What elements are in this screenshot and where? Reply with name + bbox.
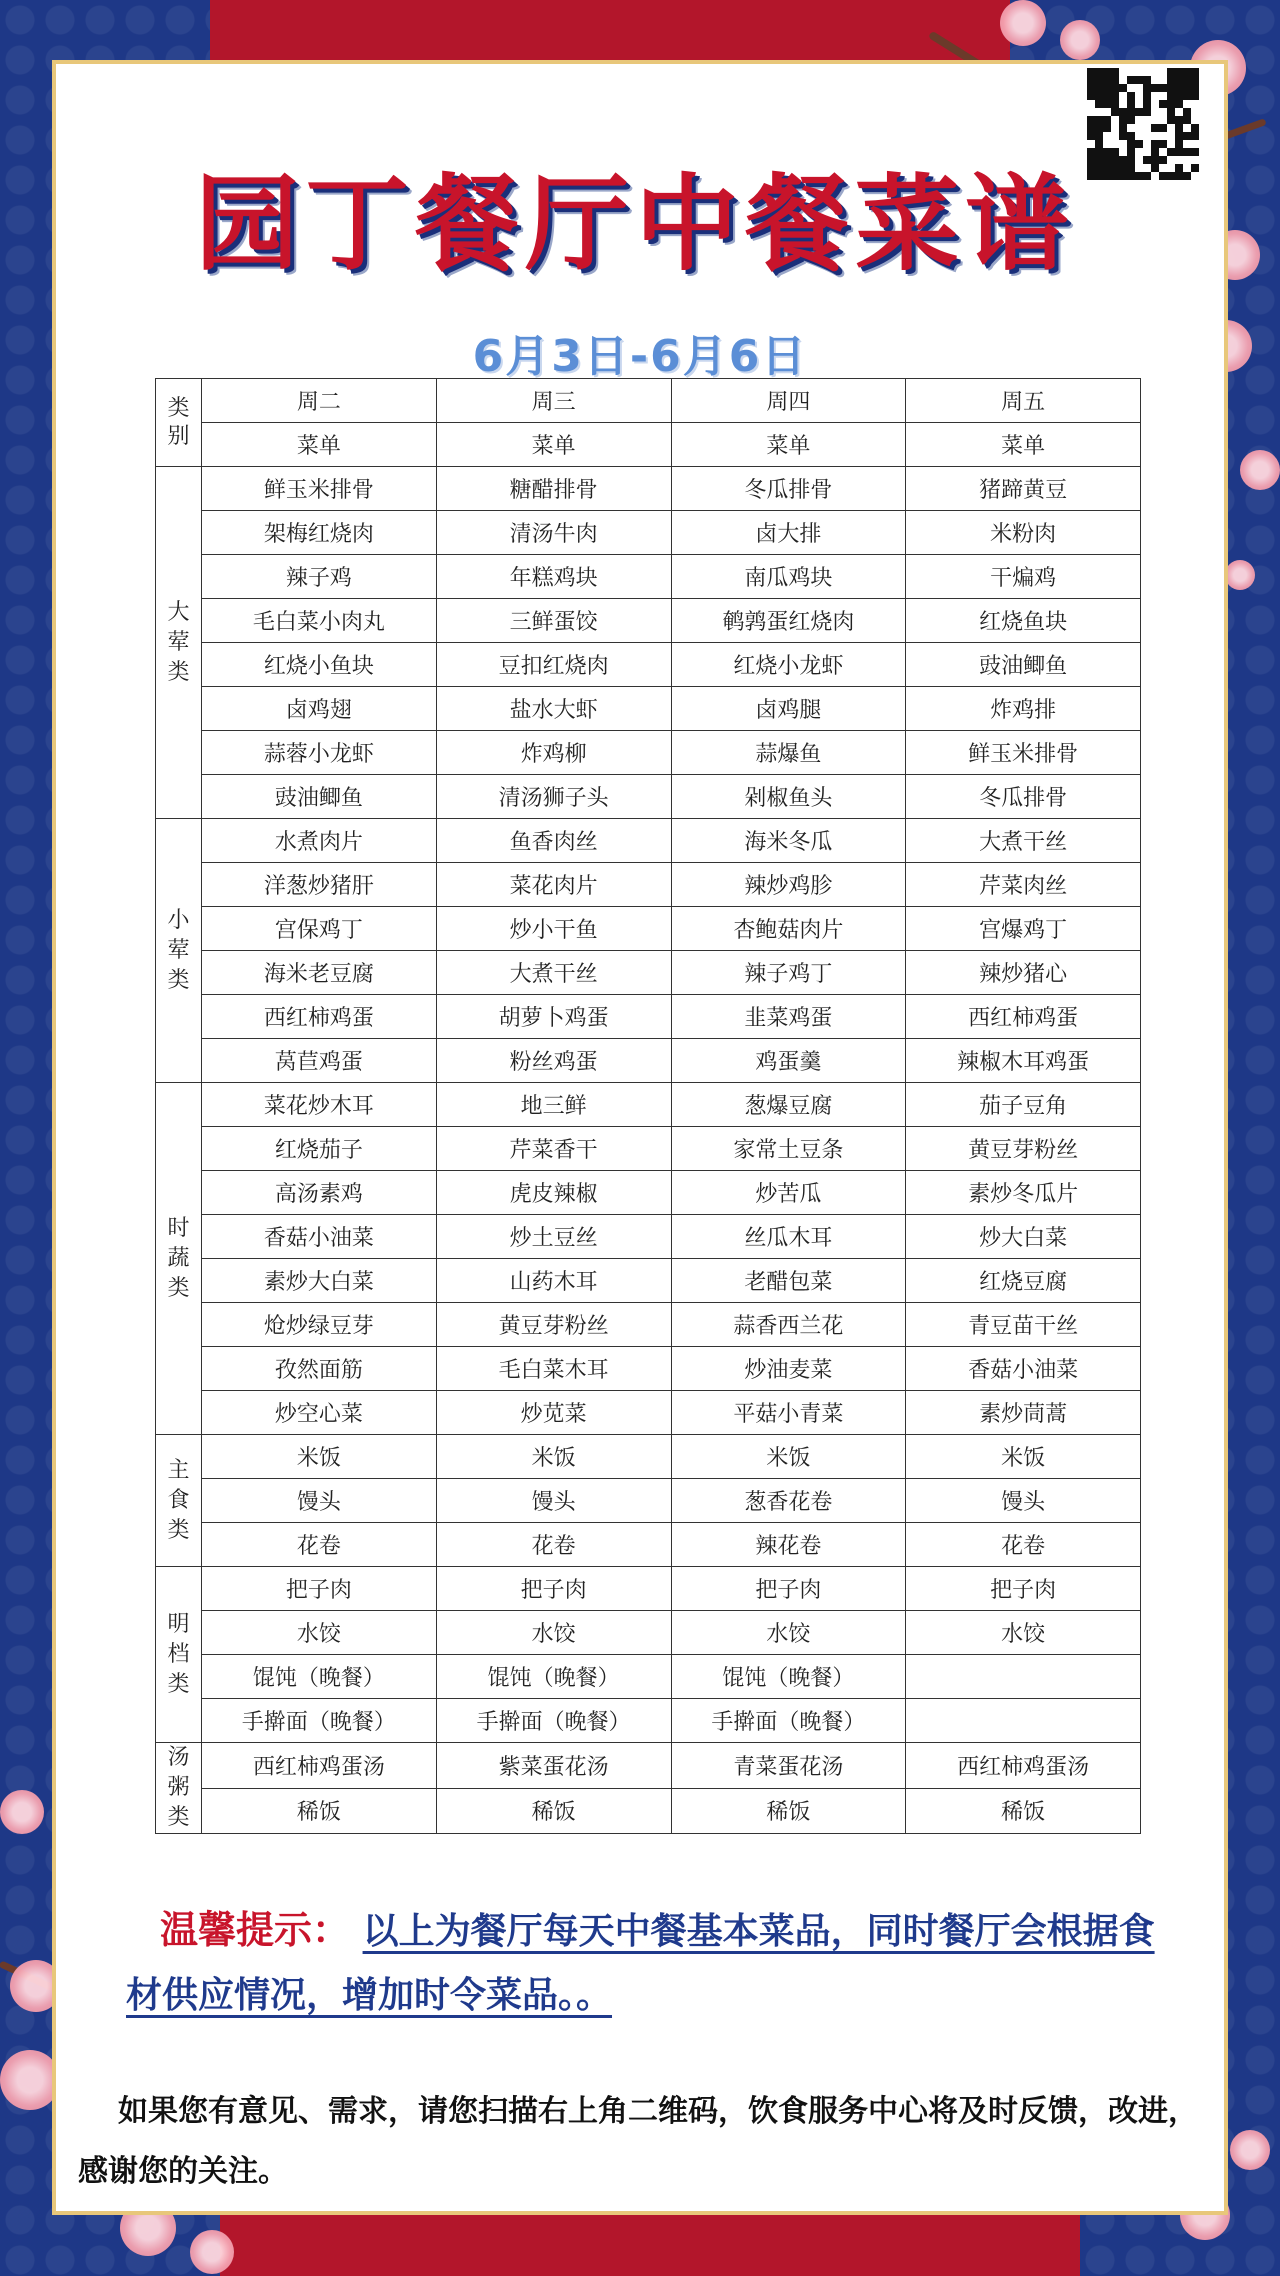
dish-cell: 稀饭	[436, 1788, 671, 1834]
dish-cell: 水饺	[436, 1611, 671, 1655]
dish-cell: 稀饭	[202, 1788, 437, 1834]
table-row	[156, 1699, 1141, 1743]
dish-cell: 红烧豆腐	[906, 1259, 1141, 1303]
dish-cell: 把子肉	[671, 1567, 906, 1611]
dish-cell: 红烧小龙虾	[671, 643, 906, 687]
dish-cell: 馄饨（晚餐）	[202, 1655, 437, 1699]
dish-cell: 把子肉	[436, 1567, 671, 1611]
dish-cell: 鲜玉米排骨	[906, 731, 1141, 775]
dish-cell: 豉油鲫鱼	[202, 775, 437, 819]
dish-cell: 丝瓜木耳	[671, 1215, 906, 1259]
table-row	[156, 1435, 1141, 1479]
dish-cell: 芹菜肉丝	[906, 863, 1141, 907]
dish-cell: 鹌鹑蛋红烧肉	[671, 599, 906, 643]
dish-cell: 花卷	[906, 1523, 1141, 1567]
table-row	[156, 1655, 1141, 1699]
dish-cell: 黄豆芽粉丝	[436, 1303, 671, 1347]
dish-cell: 辣子鸡	[202, 555, 437, 599]
notice-label: 温馨提示：	[160, 1907, 351, 1952]
table-row	[156, 1127, 1141, 1171]
table-row	[156, 467, 1141, 511]
dish-cell: 芹菜香干	[436, 1127, 671, 1171]
dish-cell: 黄豆芽粉丝	[906, 1127, 1141, 1171]
dish-cell: 卤鸡翅	[202, 687, 437, 731]
menu-label: 菜单	[906, 423, 1141, 467]
dish-cell: 糖醋排骨	[436, 467, 671, 511]
category-cell	[156, 1083, 202, 1435]
dish-cell: 宫爆鸡丁	[906, 907, 1141, 951]
dish-cell: 菜花炒木耳	[202, 1083, 437, 1127]
dish-cell: 炒空心菜	[202, 1391, 437, 1435]
dish-cell: 红烧茄子	[202, 1127, 437, 1171]
dish-cell: 炒大白菜	[906, 1215, 1141, 1259]
dish-cell: 稀饭	[906, 1788, 1141, 1834]
dish-cell: 宫保鸡丁	[202, 907, 437, 951]
dish-cell: 南瓜鸡块	[671, 555, 906, 599]
category-label: 汤粥类	[167, 1745, 190, 1830]
dish-cell: 韭菜鸡蛋	[671, 995, 906, 1039]
dish-cell: 炸鸡柳	[436, 731, 671, 775]
dish-cell: 水饺	[906, 1611, 1141, 1655]
dish-cell: 青豆苗干丝	[906, 1303, 1141, 1347]
table-row	[156, 1347, 1141, 1391]
dish-cell: 毛白菜小肉丸	[202, 599, 437, 643]
dish-cell: 鱼香肉丝	[436, 819, 671, 863]
dish-cell: 西红柿鸡蛋汤	[202, 1743, 437, 1789]
dish-cell: 炒苦瓜	[671, 1171, 906, 1215]
dish-cell: 水饺	[671, 1611, 906, 1655]
dish-cell: 高汤素鸡	[202, 1171, 437, 1215]
category-header	[156, 379, 202, 467]
dish-cell: 素炒大白菜	[202, 1259, 437, 1303]
dish-cell: 炒苋菜	[436, 1391, 671, 1435]
table-row	[156, 995, 1141, 1039]
dish-cell: 猪蹄黄豆	[906, 467, 1141, 511]
table-row	[156, 819, 1141, 863]
date-range: 6月3日-6月6日	[472, 331, 808, 382]
dish-cell: 海米冬瓜	[671, 819, 906, 863]
table-row	[156, 1303, 1141, 1347]
dish-cell: 香菇小油菜	[906, 1347, 1141, 1391]
dish-cell: 毛白菜木耳	[436, 1347, 671, 1391]
dish-cell: 豆扣红烧肉	[436, 643, 671, 687]
dish-cell: 杏鲍菇肉片	[671, 907, 906, 951]
dish-cell: 辣椒木耳鸡蛋	[906, 1039, 1141, 1083]
dish-cell: 辣子鸡丁	[671, 951, 906, 995]
dish-cell: 馒头	[202, 1479, 437, 1523]
dish-cell: 炝炒绿豆芽	[202, 1303, 437, 1347]
dish-cell: 水饺	[202, 1611, 437, 1655]
day-header: 周二	[202, 379, 437, 423]
dish-cell: 馒头	[906, 1479, 1141, 1523]
dish-cell: 辣炒猪心	[906, 951, 1141, 995]
category-header-label: 类别	[167, 395, 190, 449]
table-row	[156, 1523, 1141, 1567]
dish-cell: 素炒茼蒿	[906, 1391, 1141, 1435]
feedback-text: 如果您有意见、需求，请您扫描右上角二维码，饮食服务中心将及时反馈，改进，感谢您的关注。	[78, 2094, 1198, 2189]
table-row	[156, 1391, 1141, 1435]
dish-cell: 炒小干鱼	[436, 907, 671, 951]
dish-cell	[906, 1655, 1141, 1699]
dish-cell: 孜然面筋	[202, 1347, 437, 1391]
dish-cell: 胡萝卜鸡蛋	[436, 995, 671, 1039]
category-label: 时蔬类	[167, 1215, 190, 1301]
day-header: 周五	[906, 379, 1141, 423]
dish-cell: 米饭	[436, 1435, 671, 1479]
table-row	[156, 1039, 1141, 1083]
dish-cell: 菜花肉片	[436, 863, 671, 907]
dish-cell: 把子肉	[202, 1567, 437, 1611]
dish-cell: 素炒冬瓜片	[906, 1171, 1141, 1215]
dish-cell: 紫菜蛋花汤	[436, 1743, 671, 1789]
dish-cell: 水煮肉片	[202, 819, 437, 863]
category-cell	[156, 819, 202, 1083]
table-row	[156, 907, 1141, 951]
dish-cell: 清汤狮子头	[436, 775, 671, 819]
dish-cell: 海米老豆腐	[202, 951, 437, 995]
category-cell	[156, 1743, 202, 1834]
dish-cell: 家常土豆条	[671, 1127, 906, 1171]
dish-cell: 盐水大虾	[436, 687, 671, 731]
dish-cell: 米粉肉	[906, 511, 1141, 555]
category-label: 大荤类	[167, 599, 190, 685]
table-row	[156, 775, 1141, 819]
dish-cell: 鲜玉米排骨	[202, 467, 437, 511]
dish-cell: 干煸鸡	[906, 555, 1141, 599]
table-row	[156, 1611, 1141, 1655]
dish-cell: 米饭	[202, 1435, 437, 1479]
table-row	[156, 731, 1141, 775]
notice-text: 以上为餐厅每天中餐基本菜品，同时餐厅会根据食材供应情况，增加时令菜品。。	[126, 1910, 1155, 2016]
dish-cell: 大煮干丝	[436, 951, 671, 995]
dish-cell: 红烧小鱼块	[202, 643, 437, 687]
table-row	[156, 1083, 1141, 1127]
dish-cell: 青菜蛋花汤	[671, 1743, 906, 1789]
dish-cell: 米饭	[906, 1435, 1141, 1479]
dish-cell: 三鲜蛋饺	[436, 599, 671, 643]
dish-cell: 西红柿鸡蛋汤	[906, 1743, 1141, 1789]
dish-cell: 蒜爆鱼	[671, 731, 906, 775]
dish-cell: 手擀面（晚餐）	[202, 1699, 437, 1743]
dish-cell: 卤大排	[671, 511, 906, 555]
table-row	[156, 1567, 1141, 1611]
dish-cell: 手擀面（晚餐）	[671, 1699, 906, 1743]
dish-cell: 辣花卷	[671, 1523, 906, 1567]
dish-cell: 炒油麦菜	[671, 1347, 906, 1391]
dish-cell: 馄饨（晚餐）	[436, 1655, 671, 1699]
dish-cell: 馒头	[436, 1479, 671, 1523]
dish-cell: 葱爆豆腐	[671, 1083, 906, 1127]
dish-cell: 山药木耳	[436, 1259, 671, 1303]
dish-cell: 米饭	[671, 1435, 906, 1479]
dish-cell: 蒜蓉小龙虾	[202, 731, 437, 775]
dish-cell: 卤鸡腿	[671, 687, 906, 731]
dish-cell: 茄子豆角	[906, 1083, 1141, 1127]
dish-cell: 红烧鱼块	[906, 599, 1141, 643]
dish-cell: 蒜香西兰花	[671, 1303, 906, 1347]
dish-cell: 莴苣鸡蛋	[202, 1039, 437, 1083]
warm-notice	[126, 1898, 1166, 2027]
dish-cell: 大煮干丝	[906, 819, 1141, 863]
dish-cell: 豉油鲫鱼	[906, 643, 1141, 687]
dish-cell: 手擀面（晚餐）	[436, 1699, 671, 1743]
menu-label: 菜单	[202, 423, 437, 467]
dish-cell: 辣炒鸡胗	[671, 863, 906, 907]
category-label: 小荤类	[167, 907, 190, 993]
day-header: 周四	[671, 379, 906, 423]
dish-cell: 花卷	[202, 1523, 437, 1567]
dish-cell: 冬瓜排骨	[671, 467, 906, 511]
menu-label: 菜单	[436, 423, 671, 467]
dish-cell: 架梅红烧肉	[202, 511, 437, 555]
qr-code-icon[interactable]	[1085, 66, 1201, 182]
dish-cell: 馄饨（晚餐）	[671, 1655, 906, 1699]
dish-cell: 清汤牛肉	[436, 511, 671, 555]
dish-cell: 鸡蛋羹	[671, 1039, 906, 1083]
table-row	[156, 599, 1141, 643]
dish-cell: 平菇小青菜	[671, 1391, 906, 1435]
dish-cell: 炒土豆丝	[436, 1215, 671, 1259]
table-row	[156, 687, 1141, 731]
table-row	[156, 951, 1141, 995]
dish-cell: 地三鲜	[436, 1083, 671, 1127]
table-row	[156, 1743, 1141, 1789]
dish-cell: 年糕鸡块	[436, 555, 671, 599]
dish-cell: 西红柿鸡蛋	[202, 995, 437, 1039]
bottom-red-band	[220, 2210, 1080, 2276]
dish-cell: 冬瓜排骨	[906, 775, 1141, 819]
menu-table	[155, 378, 1141, 1834]
dish-cell: 稀饭	[671, 1788, 906, 1834]
table-row	[156, 1171, 1141, 1215]
dish-cell: 虎皮辣椒	[436, 1171, 671, 1215]
table-row	[156, 1479, 1141, 1523]
table-row	[156, 863, 1141, 907]
dish-cell: 老醋包菜	[671, 1259, 906, 1303]
day-header: 周三	[436, 379, 671, 423]
menu-label: 菜单	[671, 423, 906, 467]
table-row	[156, 1259, 1141, 1303]
dish-cell: 洋葱炒猪肝	[202, 863, 437, 907]
category-label: 主食类	[167, 1457, 190, 1543]
dish-cell: 香菇小油菜	[202, 1215, 437, 1259]
table-row	[156, 1215, 1141, 1259]
table-row	[156, 555, 1141, 599]
dish-cell: 粉丝鸡蛋	[436, 1039, 671, 1083]
dish-cell	[906, 1699, 1141, 1743]
category-label: 明档类	[167, 1611, 190, 1697]
dish-cell: 炸鸡排	[906, 687, 1141, 731]
category-cell	[156, 1435, 202, 1567]
dish-cell: 剁椒鱼头	[671, 775, 906, 819]
dish-cell: 把子肉	[906, 1567, 1141, 1611]
dish-cell: 花卷	[436, 1523, 671, 1567]
table-row	[156, 511, 1141, 555]
table-row	[156, 643, 1141, 687]
table-row	[156, 1788, 1141, 1834]
category-cell	[156, 467, 202, 819]
page-title: 园丁餐厅中餐菜谱	[194, 163, 1075, 285]
category-cell	[156, 1567, 202, 1743]
dish-cell: 葱香花卷	[671, 1479, 906, 1523]
dish-cell: 西红柿鸡蛋	[906, 995, 1141, 1039]
